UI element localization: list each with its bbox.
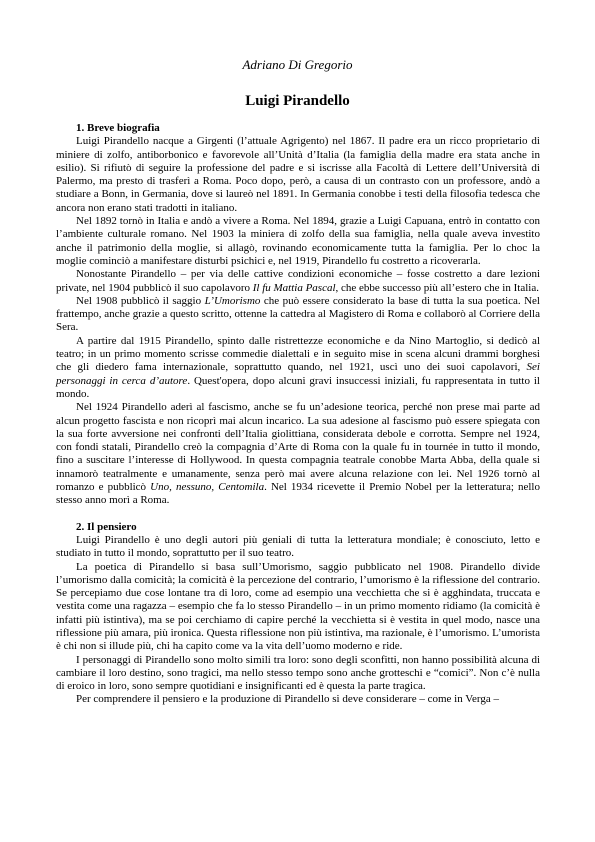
document-title: Luigi Pirandello (245, 93, 350, 109)
paragraph (56, 401, 540, 507)
paragraph-text: Luigi Pirandello nacque a Girgenti (l’attuale Agrigento) nel 1867. Il padre era un ricco proprietario di miniere di zolfo, antiborbonico e favorevole all’Unità d’Italia (la famiglia della madre era stata anche in esilio). Si rifiutò di seguire la professione del padre e si iscrisse alla Facoltà di Lettere dell’Università di Palermo, ma presto di trasferì a Roma. Poco dopo, però, a causa di un contrasto con un professore, andò a studiare a Bonn, in Germania, dove si laureò nel 1891. In Germania conobbe i testi della filosofia tedesca che ancora non erano stati tradotti in italiano. (56, 135, 540, 214)
paragraph (56, 268, 540, 295)
paragraph-text: I personaggi di Pirandello sono molto simili tra loro: sono degli sconfitti, non hanno possibilità alcuna di cambiare il loro destino, sono tragici, ma nello stesso tempo sono anche grotteschi e “comici”. Non c’è nulla di eroico in loro, sono sempre quotidiani e insignificanti ed è questa la parte tragica. (56, 653, 540, 693)
paragraph-text: Nel 1892 tornò in Italia e andò a vivere a Roma. Nel 1894, grazie a Luigi Capuana, entrò in contatto con l’ambiente culturale romano. Nel 1903 la miniera di zolfo della sua famiglia, nella quale aveva investito anche il patrimonio della moglie, si allagò, rovinando economicamente tutta la famiglia. Per lo choc la moglie cominciò a manifestare disturbi psichici e, nel 1919, Pirandello fu costretto a ricoverarla. (56, 215, 540, 267)
italic-title-text: Sei personaggi in cerca d’autore (56, 361, 540, 387)
paragraph (56, 135, 540, 215)
italic-title-text: L’Umorismo (204, 294, 261, 307)
paragraph-text: . Nel 1934 ricevette il Premio Nobel per la letteratura; nello stesso anno morì a Roma. (56, 481, 540, 507)
paragraph (56, 693, 540, 706)
italic-title-text: Uno, nessuno, Centomila (150, 481, 265, 494)
paragraph (56, 295, 540, 335)
section-heading: 2. Il pensiero (76, 520, 137, 533)
section-gap (56, 508, 540, 521)
paragraph-text: A partire dal 1915 Pirandello, spinto dalle ristrettezze economiche e da Nino Martoglio, si dedicò al teatro; in un primo momento scrisse commedie dialettali e in seguito mise in scena alcuni drammi borghesi che gli diedero fama internazionale, soprattutto quando, nel 1921, uscì uno dei suoi capolavori, (56, 334, 540, 374)
paragraph-text: La poetica di Pirandello si basa sull’Umorismo, saggio pubblicato nel 1908. Pirandello divide l’umorismo dalla comicità; la comicità è la percezione del contrario, l’umorismo è la riflessione del contrario. Se percepiamo due cose lontane tra di loro, come ad esempio una vecchietta che si è agghindata, truccata e vestita come una ragazza – esempio che fa lo stesso Pirandello – in un primo momento ridiamo (la comicità è infatti più istintiva), ma se poi cerchiamo di capire perché la vecchietta si è vestita in quel modo, nasce una riflessione più amara, più ironica. Questa riflessione non più istintiva, ma razionale, è l’umorismo. L’umorista è chi non si illude più, chi ha capito come va la vita dell’uomo moderno e ride. (56, 560, 540, 653)
paragraph-text: Nonostante Pirandello – per via delle cattive condizioni economiche – fosse costretto a dare lezioni private, nel 1904 pubblicò il suo capolavoro (56, 268, 540, 294)
paragraph (56, 335, 540, 401)
paragraph-text: Nel 1908 pubblicò il saggio (76, 294, 205, 307)
italic-title-text: Il fu Mattia Pascal (252, 281, 336, 294)
author-name: Adriano Di Gregorio (242, 57, 353, 72)
section-heading: 1. Breve biografia (76, 122, 160, 134)
document-body (56, 122, 540, 707)
paragraph-text: , che ebbe successo più all’estero che in Italia. (335, 281, 539, 294)
paragraph-text: Per comprendere il pensiero e la produzione di Pirandello si deve considerare – come in Verga – (76, 693, 499, 706)
paragraph (56, 561, 540, 654)
paragraph-text: Luigi Pirandello è uno degli autori più geniali di tutta la letteratura mondiale; è conosciuto, letto e studiato in tutto il mondo, soprattutto per il suo teatro. (56, 533, 540, 560)
paragraph (56, 534, 540, 561)
paragraph (56, 654, 540, 694)
paragraph-text: . Quest'opera, dopo alcuni gravi insuccessi iniziali, fu rappresentata in tutto il mondo. (56, 374, 540, 400)
paragraph-text: Nel 1924 Pirandello aderì al fascismo, anche se fu un’adesione teorica, perché non prese mai parte ad alcun progetto fascista e non ricoprì mai alcun incarico. La sua adesione al fascismo può essere spiegata con la sua forte avversione nei confronti dell’Italia giolittiana, considerata debole e corrotta. Sempre nel 1924, con fondi statali, Pirandello creò la compagnia d’Arte di Roma con la quale fu in tournée in tutto il mondo, fino a suscitare l’interesse di Hollywood. In questa compagnia teatrale conobbe Marta Abba, della quale si innamorò teatralmente e umanamente, senza però mai avere alcuna relazione con lei. Nel 1926 tornò al romanzo e pubblicò (56, 401, 540, 494)
paragraph (56, 215, 540, 268)
paragraph-text: che può essere considerato la base di tutta la sua poetica. Nel frattempo, anche grazie a questo scritto, ottenne la cattedra al Magistero di Roma e collaborò al Corriere della Sera. (56, 294, 540, 334)
